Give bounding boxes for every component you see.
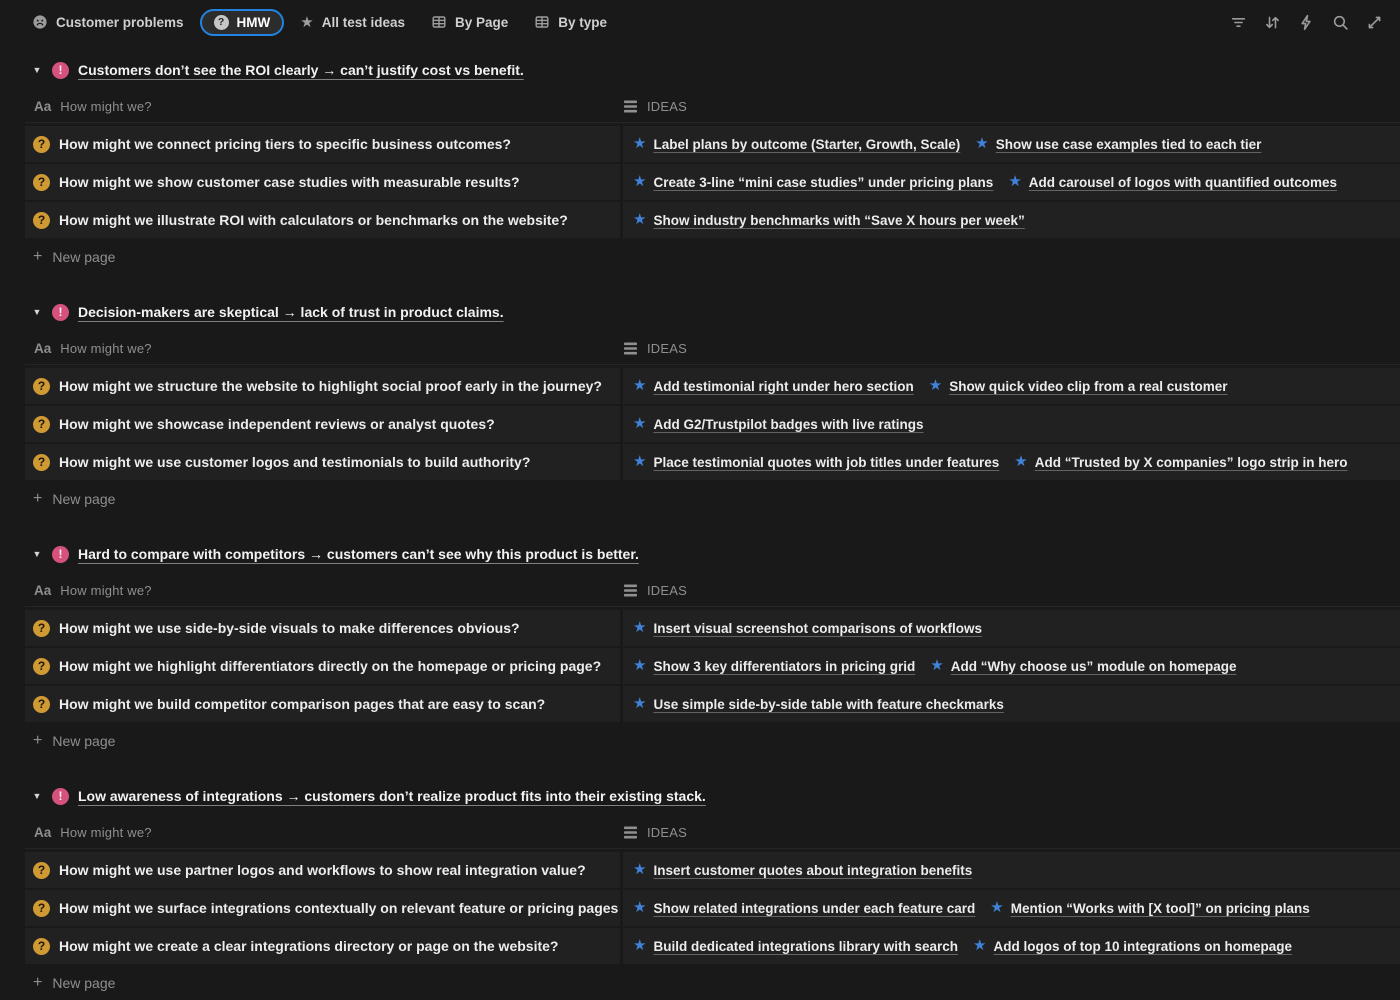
question-circle-icon: ? — [33, 174, 50, 191]
column-header-label: IDEAS — [647, 99, 688, 114]
question-circle-icon: ? — [33, 416, 50, 433]
idea-text: Add G2/Trustpilot badges with live ratings — [653, 416, 924, 432]
ideas-cell[interactable] — [623, 686, 1400, 722]
question-cell[interactable] — [25, 610, 620, 646]
question-circle-icon: ? — [33, 454, 50, 471]
plus-icon: + — [33, 732, 43, 749]
idea-link[interactable] — [633, 862, 972, 879]
tab-all-test-ideas[interactable] — [290, 10, 415, 35]
idea-link[interactable] — [1014, 454, 1347, 471]
table-row — [25, 648, 1400, 684]
group-title-link[interactable]: Low awareness of integrations → customers don’t realize product fits into their existing stack. — [78, 788, 706, 804]
table-row — [25, 444, 1400, 480]
table-header-row — [25, 575, 1400, 607]
new-page-button[interactable] — [25, 724, 1400, 758]
star-icon: ★ — [633, 656, 647, 674]
idea-link[interactable] — [973, 938, 1292, 955]
star-icon: ★ — [633, 452, 647, 470]
table-header-row — [25, 333, 1400, 365]
new-page-button[interactable] — [25, 966, 1400, 1000]
ideas-cell[interactable] — [623, 890, 1400, 926]
question-text: How might we connect pricing tiers to specific business outcomes? — [59, 136, 511, 152]
tab-label: By Page — [455, 14, 509, 30]
column-header-question[interactable] — [25, 99, 623, 114]
group-title-link[interactable]: Customers don’t see the ROI clearly → can’t justify cost vs benefit. — [78, 62, 524, 78]
ideas-cell[interactable] — [623, 852, 1400, 888]
tab-customer-problems[interactable] — [22, 9, 194, 35]
sort-icon[interactable] — [1258, 8, 1286, 36]
idea-text: Create 3-line “mini case studies” under pricing plans — [653, 174, 994, 190]
question-text: How might we highlight differentiators directly on the homepage or pricing page? — [59, 658, 602, 674]
question-cell[interactable] — [25, 648, 620, 684]
question-text: How might we use customer logos and testimonials to build authority? — [59, 454, 531, 470]
group-header — [25, 783, 1400, 809]
column-header-label: How might we? — [60, 99, 152, 114]
table-header-row — [25, 817, 1400, 849]
table-rows — [25, 610, 1400, 722]
new-page-button[interactable] — [25, 482, 1400, 516]
star-icon: ★ — [300, 13, 314, 31]
question-cell[interactable] — [25, 928, 620, 964]
view-toolbar — [0, 0, 1400, 44]
relation-list-icon — [623, 583, 638, 598]
text-property-icon: Aa — [34, 583, 52, 598]
question-text: How might we showcase independent reviews or analyst quotes? — [59, 416, 495, 432]
idea-text: Show quick video clip from a real customer — [949, 378, 1228, 394]
idea-link[interactable] — [633, 378, 914, 395]
idea-link[interactable] — [633, 938, 958, 955]
question-text: How might we use partner logos and workflows to show real integration value? — [59, 862, 586, 878]
table-row — [25, 202, 1400, 238]
automation-lightning-icon[interactable] — [1292, 8, 1320, 36]
tab-by-type[interactable] — [524, 9, 617, 35]
ideas-cell[interactable] — [623, 406, 1400, 442]
question-circle-icon: ? — [33, 212, 50, 229]
idea-link[interactable] — [929, 378, 1228, 395]
question-cell[interactable] — [25, 368, 620, 404]
problem-group — [25, 541, 1400, 758]
table-row — [25, 852, 1400, 888]
star-icon: ★ — [1014, 452, 1028, 470]
group-title-link[interactable]: Decision-makers are skeptical → lack of trust in product claims. — [78, 304, 504, 320]
group-title-link[interactable]: Hard to compare with competitors → customers can’t see why this product is better. — [78, 546, 639, 562]
idea-text: Show industry benchmarks with “Save X hours per week” — [653, 212, 1025, 228]
view-tabs — [22, 9, 617, 36]
new-page-label: New page — [52, 733, 116, 749]
idea-text: Insert customer quotes about integration benefits — [653, 862, 973, 878]
question-text: How might we show customer case studies with measurable results? — [59, 174, 520, 190]
table-row — [25, 406, 1400, 442]
question-cell[interactable] — [25, 126, 620, 162]
group-header — [25, 541, 1400, 567]
new-page-label: New page — [52, 975, 116, 991]
idea-text: Show use case examples tied to each tier — [995, 136, 1262, 152]
question-cell[interactable] — [25, 686, 620, 722]
idea-text: Build dedicated integrations library with search — [653, 938, 959, 954]
idea-link[interactable] — [633, 212, 1025, 229]
tab-label: By type — [558, 14, 608, 30]
table-row — [25, 686, 1400, 722]
column-header-label: IDEAS — [647, 341, 688, 356]
idea-link[interactable] — [633, 416, 924, 433]
table-header-row — [25, 91, 1400, 123]
ideas-cell[interactable] — [623, 610, 1400, 646]
text-property-icon: Aa — [34, 99, 52, 114]
problem-group — [25, 57, 1400, 274]
column-header-question[interactable] — [25, 341, 623, 356]
column-header-label: IDEAS — [647, 583, 688, 598]
table-row — [25, 610, 1400, 646]
column-header-label: How might we? — [60, 341, 152, 356]
column-header-label: IDEAS — [647, 825, 688, 840]
toolbar-actions — [1224, 8, 1400, 36]
column-header-ideas[interactable] — [623, 583, 1400, 598]
tab-label: Customer problems — [56, 14, 184, 30]
question-cell[interactable] — [25, 890, 620, 926]
problem-group — [25, 299, 1400, 516]
sad-face-icon — [32, 14, 48, 30]
question-cell[interactable] — [25, 164, 620, 200]
question-circle-icon: ? — [33, 620, 50, 637]
idea-text: Add “Trusted by X companies” logo strip in hero — [1034, 454, 1348, 470]
question-text: How might we surface integrations contextually on relevant feature or pricing pages — [59, 900, 619, 916]
question-cell[interactable] — [25, 444, 620, 480]
idea-text: Show related integrations under each feature card — [653, 900, 976, 916]
collapse-toggle-icon[interactable]: ▼ — [32, 549, 42, 559]
collapse-toggle-icon[interactable]: ▼ — [32, 65, 42, 75]
star-icon: ★ — [633, 134, 647, 152]
plus-icon: + — [33, 248, 43, 265]
table-row — [25, 126, 1400, 162]
problem-alert-icon: ! — [52, 546, 69, 563]
star-icon: ★ — [633, 898, 647, 916]
question-cell[interactable] — [25, 202, 620, 238]
column-header-ideas[interactable] — [623, 341, 1400, 356]
search-icon[interactable] — [1326, 8, 1354, 36]
idea-link[interactable] — [990, 900, 1309, 917]
star-icon: ★ — [633, 694, 647, 712]
question-text: How might we structure the website to highlight social proof early in the journey? — [59, 378, 602, 394]
question-text: How might we create a clear integrations directory or page on the website? — [59, 938, 559, 954]
star-icon: ★ — [1008, 172, 1022, 190]
ideas-cell[interactable] — [623, 202, 1400, 238]
star-icon: ★ — [633, 860, 647, 878]
ideas-cell[interactable] — [623, 648, 1400, 684]
ideas-cell[interactable] — [623, 368, 1400, 404]
new-page-label: New page — [52, 249, 116, 265]
ideas-cell[interactable] — [623, 126, 1400, 162]
question-text: How might we use side-by-side visuals to make differences obvious? — [59, 620, 520, 636]
problem-group — [25, 783, 1400, 1000]
problem-alert-icon: ! — [52, 304, 69, 321]
column-header-ideas[interactable] — [623, 99, 1400, 114]
question-circle-icon: ? — [33, 658, 50, 675]
relation-list-icon — [623, 825, 638, 840]
question-circle-icon: ? — [33, 136, 50, 153]
new-page-button[interactable] — [25, 240, 1400, 274]
idea-text: Label plans by outcome (Starter, Growth, Scale) — [653, 136, 961, 152]
table-rows — [25, 368, 1400, 480]
problem-alert-icon: ! — [52, 788, 69, 805]
filter-icon[interactable] — [1224, 8, 1252, 36]
question-text: How might we illustrate ROI with calculators or benchmarks on the website? — [59, 212, 568, 228]
collapse-toggle-icon[interactable]: ▼ — [32, 307, 42, 317]
star-icon: ★ — [633, 414, 647, 432]
star-icon: ★ — [990, 898, 1004, 916]
idea-link[interactable] — [1008, 174, 1337, 191]
star-icon: ★ — [633, 172, 647, 190]
question-text: How might we build competitor comparison pages that are easy to scan? — [59, 696, 546, 712]
star-icon: ★ — [928, 376, 943, 394]
idea-text: Insert visual screenshot comparisons of workflows — [653, 620, 983, 636]
ideas-cell[interactable] — [623, 164, 1400, 200]
column-header-question[interactable] — [25, 583, 623, 598]
problem-alert-icon: ! — [52, 62, 69, 79]
idea-text: Add testimonial right under hero section — [653, 378, 914, 394]
idea-link[interactable] — [930, 658, 1236, 675]
plus-icon: + — [33, 974, 43, 991]
table-row — [25, 928, 1400, 964]
star-icon: ★ — [633, 376, 647, 394]
idea-text: Use simple side-by-side table with feature checkmarks — [653, 696, 1004, 712]
text-property-icon: Aa — [34, 341, 52, 356]
column-header-label: How might we? — [60, 825, 152, 840]
question-circle-icon: ? — [33, 862, 50, 879]
groups-container — [0, 44, 1400, 1000]
relation-list-icon — [623, 99, 638, 114]
star-icon: ★ — [633, 618, 647, 636]
idea-text: Mention “Works with [X tool]” on pricing plans — [1010, 900, 1310, 916]
tab-label: HMW — [236, 14, 271, 30]
text-property-icon: Aa — [34, 825, 52, 840]
idea-link[interactable] — [633, 454, 999, 471]
idea-text: Show 3 key differentiators in pricing grid — [653, 658, 916, 674]
idea-link[interactable] — [633, 658, 915, 675]
table-icon — [534, 14, 550, 30]
star-icon: ★ — [633, 936, 647, 954]
star-icon: ★ — [975, 134, 989, 152]
star-icon: ★ — [930, 656, 944, 674]
group-header — [25, 57, 1400, 83]
plus-icon: + — [33, 490, 43, 507]
idea-link[interactable] — [633, 136, 960, 153]
column-header-question[interactable] — [25, 825, 623, 840]
table-rows — [25, 126, 1400, 238]
idea-link[interactable] — [975, 136, 1261, 153]
question-circle-icon: ? — [33, 938, 50, 955]
question-circle-icon: ? — [214, 15, 229, 30]
ideas-cell[interactable] — [623, 444, 1400, 480]
table-row — [25, 164, 1400, 200]
new-page-label: New page — [52, 491, 116, 507]
collapse-toggle-icon[interactable]: ▼ — [32, 791, 42, 801]
idea-text: Place testimonial quotes with job titles under features — [653, 454, 1000, 470]
star-icon: ★ — [973, 936, 987, 954]
star-icon: ★ — [633, 210, 647, 228]
table-icon — [431, 14, 447, 30]
table-row — [25, 368, 1400, 404]
tab-by-page[interactable] — [421, 9, 518, 35]
question-cell[interactable] — [25, 406, 620, 442]
idea-text: Add carousel of logos with quantified outcomes — [1028, 174, 1338, 190]
tab-hmw[interactable] — [200, 9, 285, 36]
table-row — [25, 890, 1400, 926]
relation-list-icon — [623, 341, 638, 356]
question-cell[interactable] — [25, 852, 620, 888]
question-circle-icon: ? — [33, 378, 50, 395]
idea-text: Add logos of top 10 integrations on homepage — [993, 938, 1292, 954]
idea-link[interactable] — [633, 620, 982, 637]
column-header-label: How might we? — [60, 583, 152, 598]
idea-link[interactable] — [633, 696, 1004, 713]
column-header-ideas[interactable] — [623, 825, 1400, 840]
tab-label: All test ideas — [321, 14, 406, 30]
ideas-cell[interactable] — [623, 928, 1400, 964]
question-circle-icon: ? — [33, 696, 50, 713]
expand-icon[interactable] — [1360, 8, 1388, 36]
idea-link[interactable] — [633, 174, 993, 191]
more-icon[interactable] — [1394, 8, 1400, 36]
group-header — [25, 299, 1400, 325]
idea-text: Add “Why choose us” module on homepage — [950, 658, 1237, 674]
question-circle-icon: ? — [33, 900, 50, 917]
table-rows — [25, 852, 1400, 964]
idea-link[interactable] — [633, 900, 975, 917]
